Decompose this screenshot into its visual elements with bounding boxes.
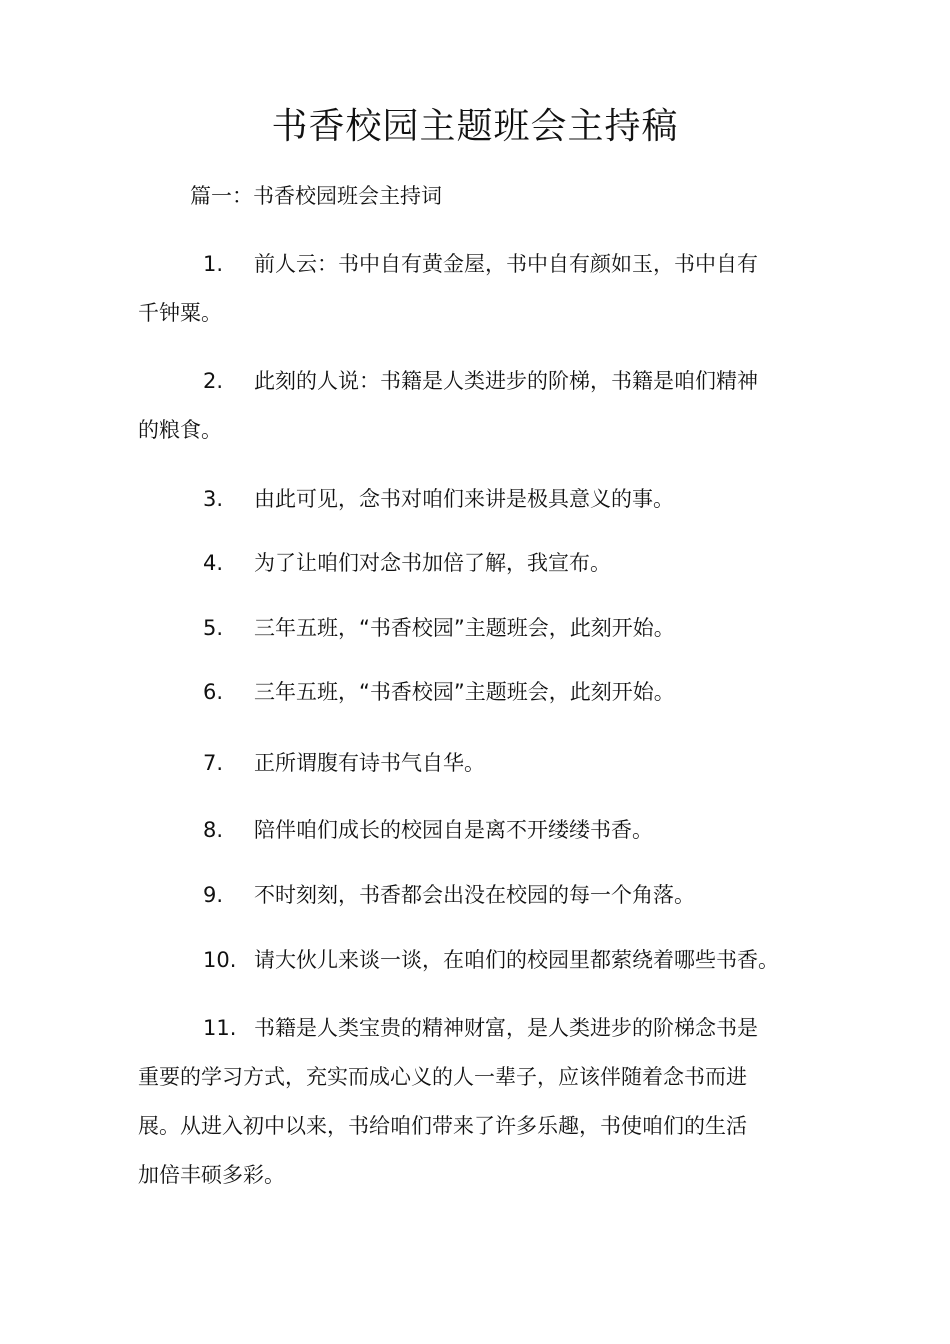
item-text-continued: 的粮食。 (138, 418, 222, 442)
list-item (138, 806, 838, 855)
list-item (138, 871, 838, 920)
item-number: 2. (203, 369, 224, 393)
list-item (138, 539, 838, 588)
item-number: 8. (203, 818, 224, 842)
item-text-continued: 加倍丰硕多彩。 (138, 1163, 285, 1187)
item-number: 1. (203, 252, 224, 276)
item-number: 5. (203, 616, 224, 640)
item-text: 此刻的人说：书籍是人类进步的阶梯，书籍是咱们精神 (254, 369, 758, 393)
item-text: 正所谓腹有诗书气自华。 (254, 751, 485, 775)
list-item (138, 936, 838, 985)
item-text: 由此可见，念书对咱们来讲是极具意义的事。 (254, 487, 674, 511)
item-text-continued: 重要的学习方式，充实而成心义的人一辈子，应该伴随着念书而进 (138, 1065, 747, 1089)
item-text: 前人云：书中自有黄金屋，书中自有颜如玉，书中自有 (254, 252, 758, 276)
item-text: 三年五班，“书香校园”主题班会，此刻开始。 (254, 616, 675, 640)
item-text: 请大伙儿来谈一谈，在咱们的校园里都萦绕着哪些书香。 (254, 948, 779, 972)
item-text: 不时刻刻，书香都会出没在校园的每一个角落。 (254, 883, 695, 907)
item-number: 9. (203, 883, 224, 907)
item-text-continued: 展。从进入初中以来，书给咱们带来了许多乐趣，书使咱们的生活 (138, 1114, 747, 1138)
list-item (138, 1004, 838, 1200)
item-text: 书籍是人类宝贵的精神财富，是人类进步的阶梯念书是 (254, 1016, 758, 1040)
list-item (138, 604, 838, 653)
item-text: 为了让咱们对念书加倍了解，我宣布。 (254, 551, 611, 575)
document-subtitle: 篇一：书香校园班会主持词 (190, 184, 442, 208)
list-item (138, 357, 838, 455)
item-number: 11. (203, 1016, 237, 1040)
item-text: 陪伴咱们成长的校园自是离不开缕缕书香。 (254, 818, 653, 842)
item-number: 7. (203, 751, 224, 775)
list-item (138, 739, 838, 788)
document-title: 书香校园主题班会主持稿 (271, 106, 679, 147)
item-text: 三年五班，“书香校园”主题班会，此刻开始。 (254, 680, 675, 704)
item-number: 4. (203, 551, 224, 575)
item-number: 6. (203, 680, 224, 704)
list-item (138, 668, 838, 717)
item-number: 3. (203, 487, 224, 511)
list-item (138, 240, 838, 338)
list-item (138, 475, 838, 524)
item-text-continued: 千钟粟。 (138, 301, 222, 325)
item-number: 10. (203, 948, 237, 972)
